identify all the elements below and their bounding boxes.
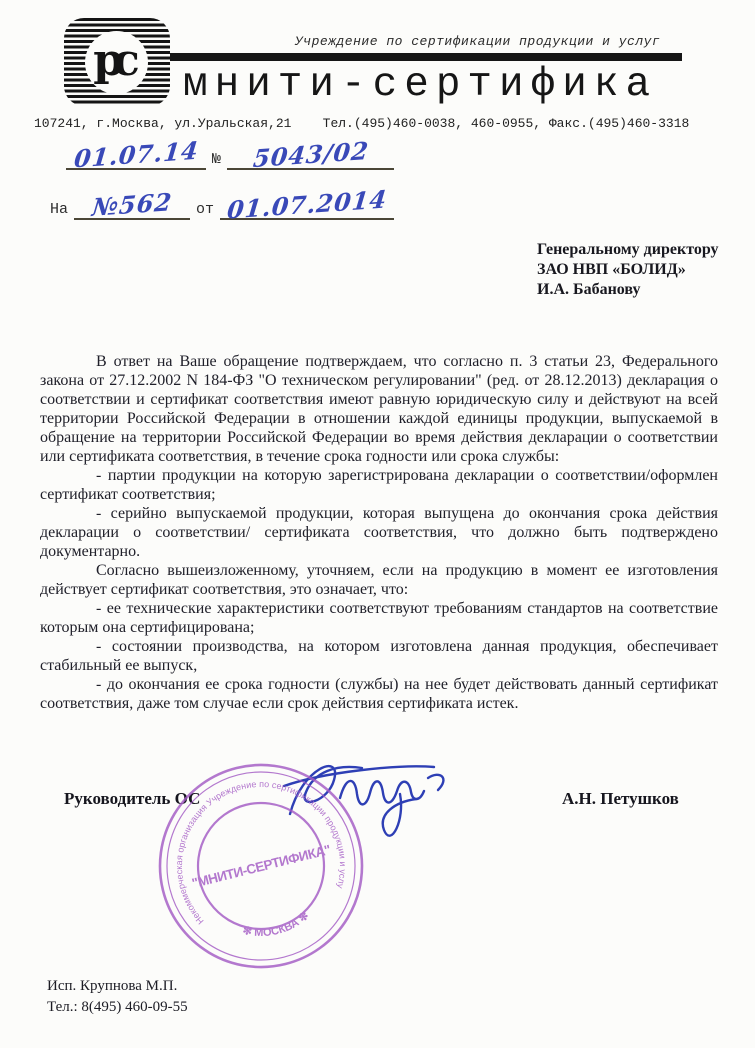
outgoing-number-slot [227, 135, 394, 174]
body-paragraph: - ее технические характеристики соответствуют требованиям стандартов на соответствие которым она сертифицирована; [40, 600, 718, 636]
addressee-line: И.А. Бабанову [537, 281, 641, 298]
svg-text:✻ МОСКВА ✻ [239, 909, 314, 946]
outgoing-date-slot [66, 135, 206, 174]
signer-name: А.Н. Петушков [562, 789, 679, 808]
body-paragraph: - партии продукции на которую зарегистрирована декларации о соответствии/оформлен сертификат соответствия; [40, 467, 718, 503]
incoming-number-handwriting: №562 [90, 187, 174, 222]
org-name: мнити-сертифика [183, 62, 658, 108]
reference-row-outgoing [66, 135, 394, 174]
stamp-center-text: "МНИТИ-СЕРТИФИКА" [190, 842, 332, 891]
org-logo-circle [85, 31, 148, 94]
body-paragraph: Согласно вышеизложенному, уточняем, если на продукцию в момент ее изготовления действует сертификат соответствия, это означает, что: [40, 562, 718, 598]
body-paragraph: В ответ на Ваше обращение подтверждаем, что согласно п. 3 статьи 23, Федерального закона от 27.12.2002 N 184-ФЗ "О техническом регулировании" (ред. от 28.12.2013) декларация о соответствии и сертификат соответствия имеют равную юридическую силу и действуют на всей территории Российской Федерации в отношении каждой единицы продукции, выпускаемой в обращение на территории Российской Федерации во время действия декларации о соответствии или сертификата соответствия, в течение срока годности или срока службы: [40, 353, 718, 465]
letter-body [40, 352, 718, 713]
incoming-date-handwriting: 01.07.2014 [225, 184, 389, 225]
body-paragraph: - состоянии производства, на котором изготовлена данная продукция, обеспечивает стабильный ее выпуск, [40, 638, 718, 674]
executor-name: Исп. Крупнова М.П. [47, 978, 178, 994]
na-label: На [50, 201, 69, 219]
org-logo [64, 18, 170, 106]
org-address-line: 107241, г.Москва, ул.Уральская,21 Тел.(495)460-0038, 460-0955, Факс.(495)460-3318 [34, 116, 690, 131]
header-rule [170, 53, 682, 61]
incoming-number-slot [74, 187, 190, 222]
executor-phone: Тел.: 8(495) 460-09-55 [47, 999, 188, 1015]
addressee-line: Генеральному директору [537, 241, 719, 258]
stamp-bottom-text: ✻ МОСКВА ✻ [241, 909, 312, 940]
ot-label: от [196, 201, 215, 219]
outgoing-number-handwriting: 5043/02 [251, 135, 370, 174]
outgoing-date-handwriting: 01.07.14 [72, 135, 200, 174]
addressee-line: ЗАО НВП «БОЛИД» [537, 261, 686, 278]
body-paragraph: - до окончания ее срока годности (службы) на нее будет действовать данный сертификат соответствия, даже том случае если срок действия сертификата истек. [40, 676, 718, 712]
org-tagline: Учреждение по сертификации продукции и услуг [295, 34, 661, 49]
addressee-block [537, 240, 747, 300]
round-stamp [155, 760, 367, 972]
number-sign-label: № [212, 151, 222, 169]
incoming-date-slot [220, 184, 394, 225]
org-logo-letters: рс [93, 34, 129, 86]
reference-row-incoming [44, 184, 394, 225]
stamp-ring-text: Некоммерческая организация Учреждение по сертификации продукции и услуг [173, 778, 349, 927]
signer-position: Руководитель ОС [64, 789, 201, 808]
executor-block [47, 976, 188, 1018]
body-paragraph: - серийно выпускаемой продукции, которая выпущена до окончания срока действия декларации о соответствии/ сертификата соответствия, что должно быть подтверждено документарно. [40, 505, 718, 560]
